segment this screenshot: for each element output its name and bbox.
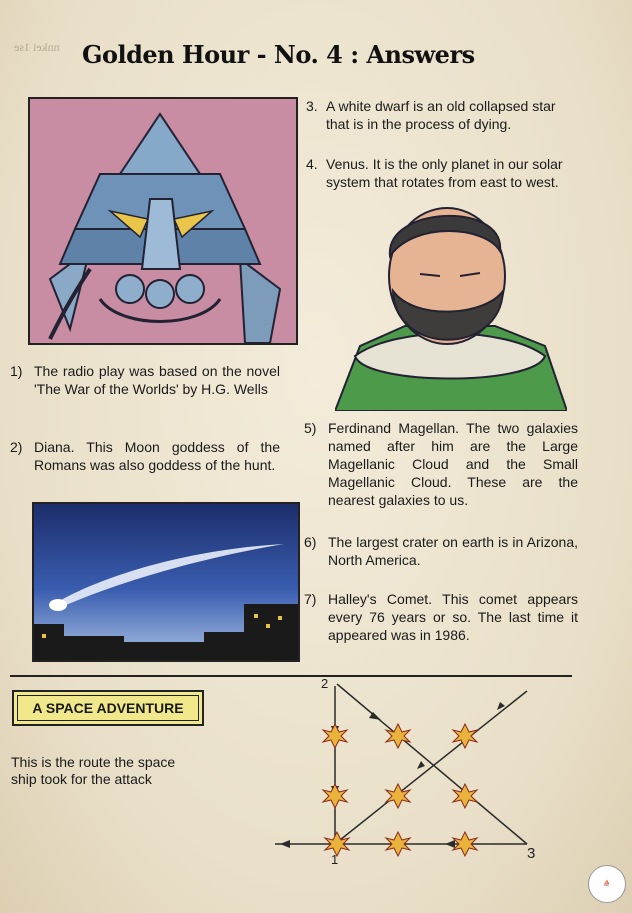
page-title: Golden Hour - No. 4 : Answers xyxy=(82,40,475,69)
magellan-portrait xyxy=(335,196,567,411)
answer-text: The largest crater on earth is in Arizona, North America. xyxy=(328,534,578,568)
answer-number: 3. xyxy=(306,98,318,114)
route-caption: This is the route the space ship took for the attack xyxy=(11,754,176,787)
robot-drawing xyxy=(30,99,296,343)
explosion-markers xyxy=(323,724,477,856)
publisher-logo-icon: ⛵ xyxy=(588,865,626,903)
route-label-top: 2 xyxy=(321,676,329,691)
answer-text: Diana. This Moon goddess of the Romans was also goddess of the hunt. xyxy=(34,439,280,473)
space-adventure-heading: A SPACE ADVENTURE xyxy=(12,690,204,726)
route-label-start: 1 xyxy=(331,852,339,867)
route-diagram-svg xyxy=(265,676,550,876)
answer-text: Ferdinand Magellan. The two galaxies named after him are the Large Magellanic Cloud and the Small Magellanic Cloud. These are the nearest galaxies to us. xyxy=(328,420,578,508)
answer-number: 7) xyxy=(304,591,317,607)
route-diagram xyxy=(265,676,550,876)
answer-number: 5) xyxy=(304,420,317,436)
halleys-comet-illustration xyxy=(32,502,300,662)
bleed-through-text: nnkei 1se xyxy=(14,40,60,54)
answer-text: Venus. It is the only planet in our solar system that rotates from east to west. xyxy=(326,156,563,190)
answer-text: Halley's Comet. This comet appears every 76 years or so. The last time it appeared was in 1986. xyxy=(328,591,578,643)
answer-text: A white dwarf is an old collapsed star that is in the process of dying. xyxy=(326,98,556,132)
answer-number: 1) xyxy=(10,363,23,379)
route-label-end: 3 xyxy=(527,845,536,862)
answer-number: 6) xyxy=(304,534,317,550)
comet-drawing xyxy=(34,504,298,660)
martian-robot-illustration xyxy=(28,97,298,345)
answer-number: 2) xyxy=(10,439,23,455)
answer-text: The radio play was based on the novel 'The War of the Worlds' by H.G. Wells xyxy=(34,363,280,397)
portrait-drawing xyxy=(335,196,567,411)
answer-number: 4. xyxy=(306,156,318,172)
